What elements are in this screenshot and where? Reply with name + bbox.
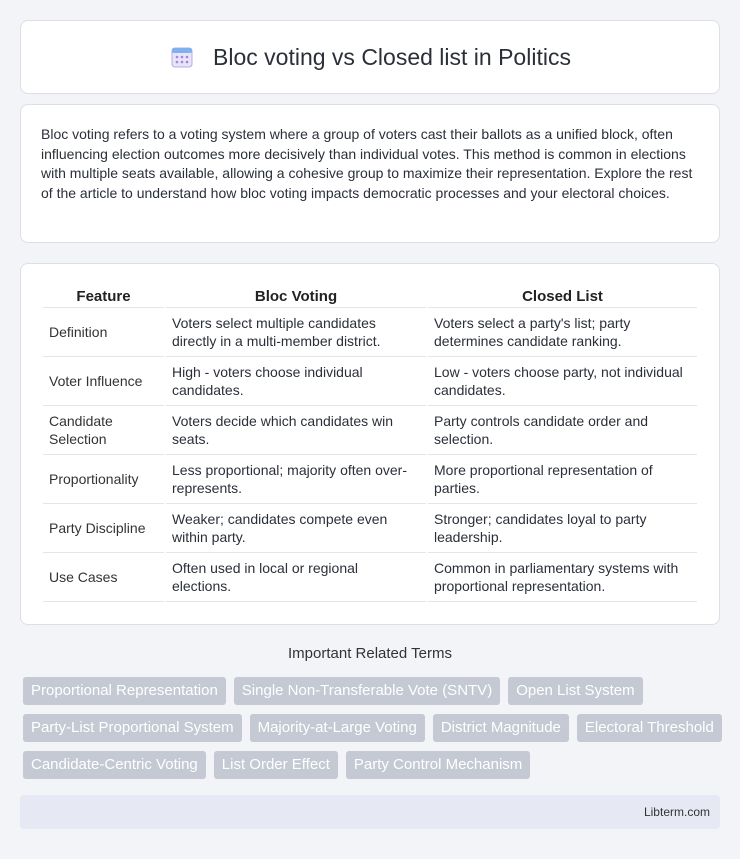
related-term-tag[interactable]: Proportional Representation [23,677,226,705]
related-term-tag[interactable]: District Magnitude [433,714,569,742]
bloc-voting-cell: Voters select multiple candidates directly in a multi-member district. [165,308,427,357]
related-term-tag[interactable]: Single Non-Transferable Vote (SNTV) [234,677,500,705]
comparison-card [20,263,720,625]
bloc-voting-cell: Less proportional; majority often over-represents. [165,455,427,504]
intro-text: Bloc voting refers to a voting system where a group of voters cast their ballots as a unified block, often influencing election outcomes more decisively than individual votes. This method is common in elections with multiple seats available, allowing a cohesive group to maximize their representation. Explore the rest of the article to understand how bloc voting impacts democratic processes and your electoral choices. [41,126,693,201]
table-row [43,308,697,357]
feature-cell: Party Discipline [43,504,165,553]
header-closed-list: Closed List [427,284,697,308]
feature-cell: Proportionality [43,455,165,504]
bloc-voting-cell: High - voters choose individual candidates. [165,357,427,406]
header-bloc-voting: Bloc Voting [165,284,427,308]
feature-cell: Definition [43,308,165,357]
closed-list-cell: Stronger; candidates loyal to party leadership. [427,504,697,553]
feature-cell: Use Cases [43,553,165,602]
bloc-voting-cell: Voters decide which candidates win seats. [165,406,427,455]
related-term-tag[interactable]: Open List System [508,677,642,705]
footer [20,795,720,829]
footer-site-link[interactable]: Libterm.com [643,805,710,819]
related-terms-list [23,677,723,779]
related-term-tag[interactable]: Party Control Mechanism [346,751,530,779]
intro-card [20,104,720,243]
related-term-tag[interactable]: Electoral Threshold [577,714,722,742]
title-card [20,20,720,94]
closed-list-cell: Party controls candidate order and selection. [427,406,697,455]
table-row [43,553,697,602]
closed-list-cell: More proportional representation of parties. [427,455,697,504]
related-terms-title: Important Related Terms [288,645,452,662]
related-term-tag[interactable]: Party-List Proportional System [23,714,242,742]
bloc-voting-cell: Weaker; candidates compete even within party. [165,504,427,553]
table-row [43,406,697,455]
related-term-tag[interactable]: Candidate-Centric Voting [23,751,206,779]
related-term-tag[interactable]: Majority-at-Large Voting [250,714,425,742]
header-feature: Feature [43,284,165,308]
comparison-table [43,284,697,602]
bloc-voting-cell: Often used in local or regional elections. [165,553,427,602]
table-row [43,357,697,406]
closed-list-cell: Common in parliamentary systems with proportional representation. [427,553,697,602]
related-term-tag[interactable]: List Order Effect [214,751,338,779]
feature-cell: Candidate Selection [43,406,165,455]
closed-list-cell: Voters select a party's list; party determines candidate ranking. [427,308,697,357]
feature-cell: Voter Influence [43,357,165,406]
closed-list-cell: Low - voters choose party, not individual candidates. [427,357,697,406]
table-row [43,455,697,504]
table-header-row [43,284,697,308]
calendar-icon [169,44,195,70]
page-title: Bloc voting vs Closed list in Politics [213,43,571,70]
table-row [43,504,697,553]
